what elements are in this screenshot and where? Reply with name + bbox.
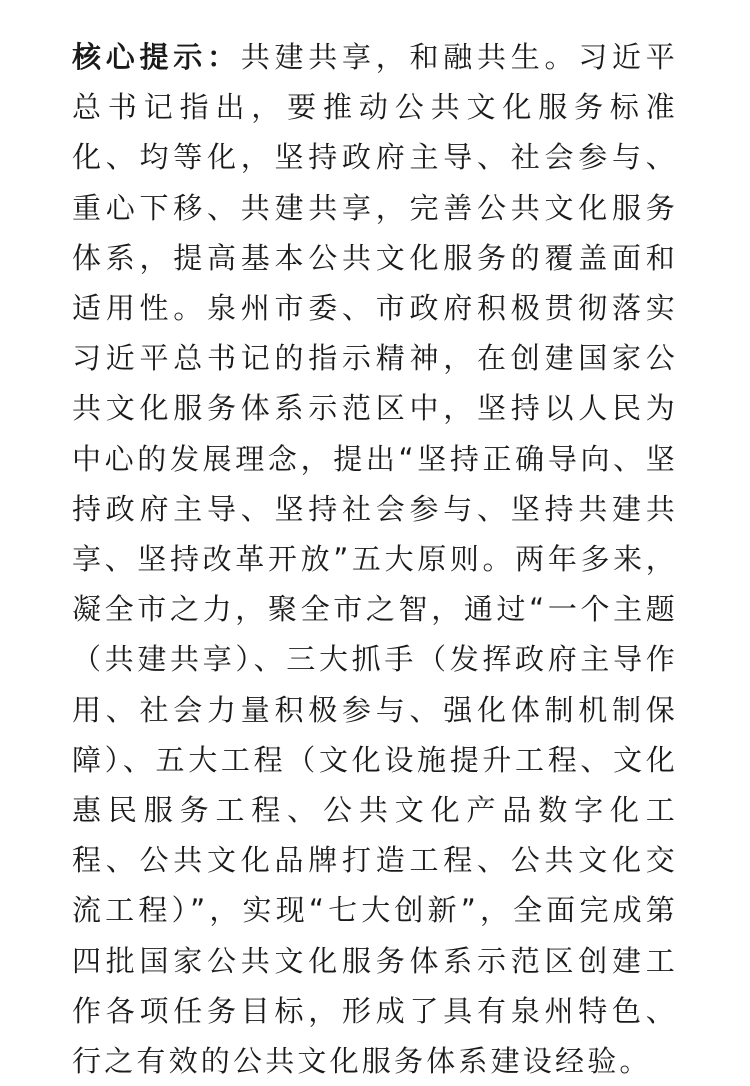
- body-text: 共建共享，和融共生。习近平总书记指出，要推动公共文化服务标准化、均等化，坚持政府主导、社会参与、重心下移、共建共享，完善公共文化服务体系，提高基本公共文化服务的覆盖面和适用性。泉州市委、市政府积极贯彻落实习近平总书记的指示精神，在创建国家公共文化服务体系示范区中，坚持以人民为中心的发展理念，提出“坚持正确导向、坚持政府主导、坚持社会参与、坚持共建共享、坚持改革开放”五大原则。两年多来，凝全市之力，聚全市之智，通过“一个主题（共建共享）、三大抓手（发挥政府主导作用、社会力量积极参与、强化体制机制保障）、五大工程（文化设施提升工程、文化惠民服务工程、公共文化产品数字化工程、公共文化品牌打造工程、公共文化交流工程）”，实现“七大创新”，全面完成第四批国家公共文化服务体系示范区创建工作各项任务目标，形成了具有泉州特色、行之有效的公共文化服务体系建设经验。: [72, 40, 678, 1079]
- article-paragraph: [72, 32, 678, 1086]
- lead-label: 核心提示：: [72, 40, 241, 74]
